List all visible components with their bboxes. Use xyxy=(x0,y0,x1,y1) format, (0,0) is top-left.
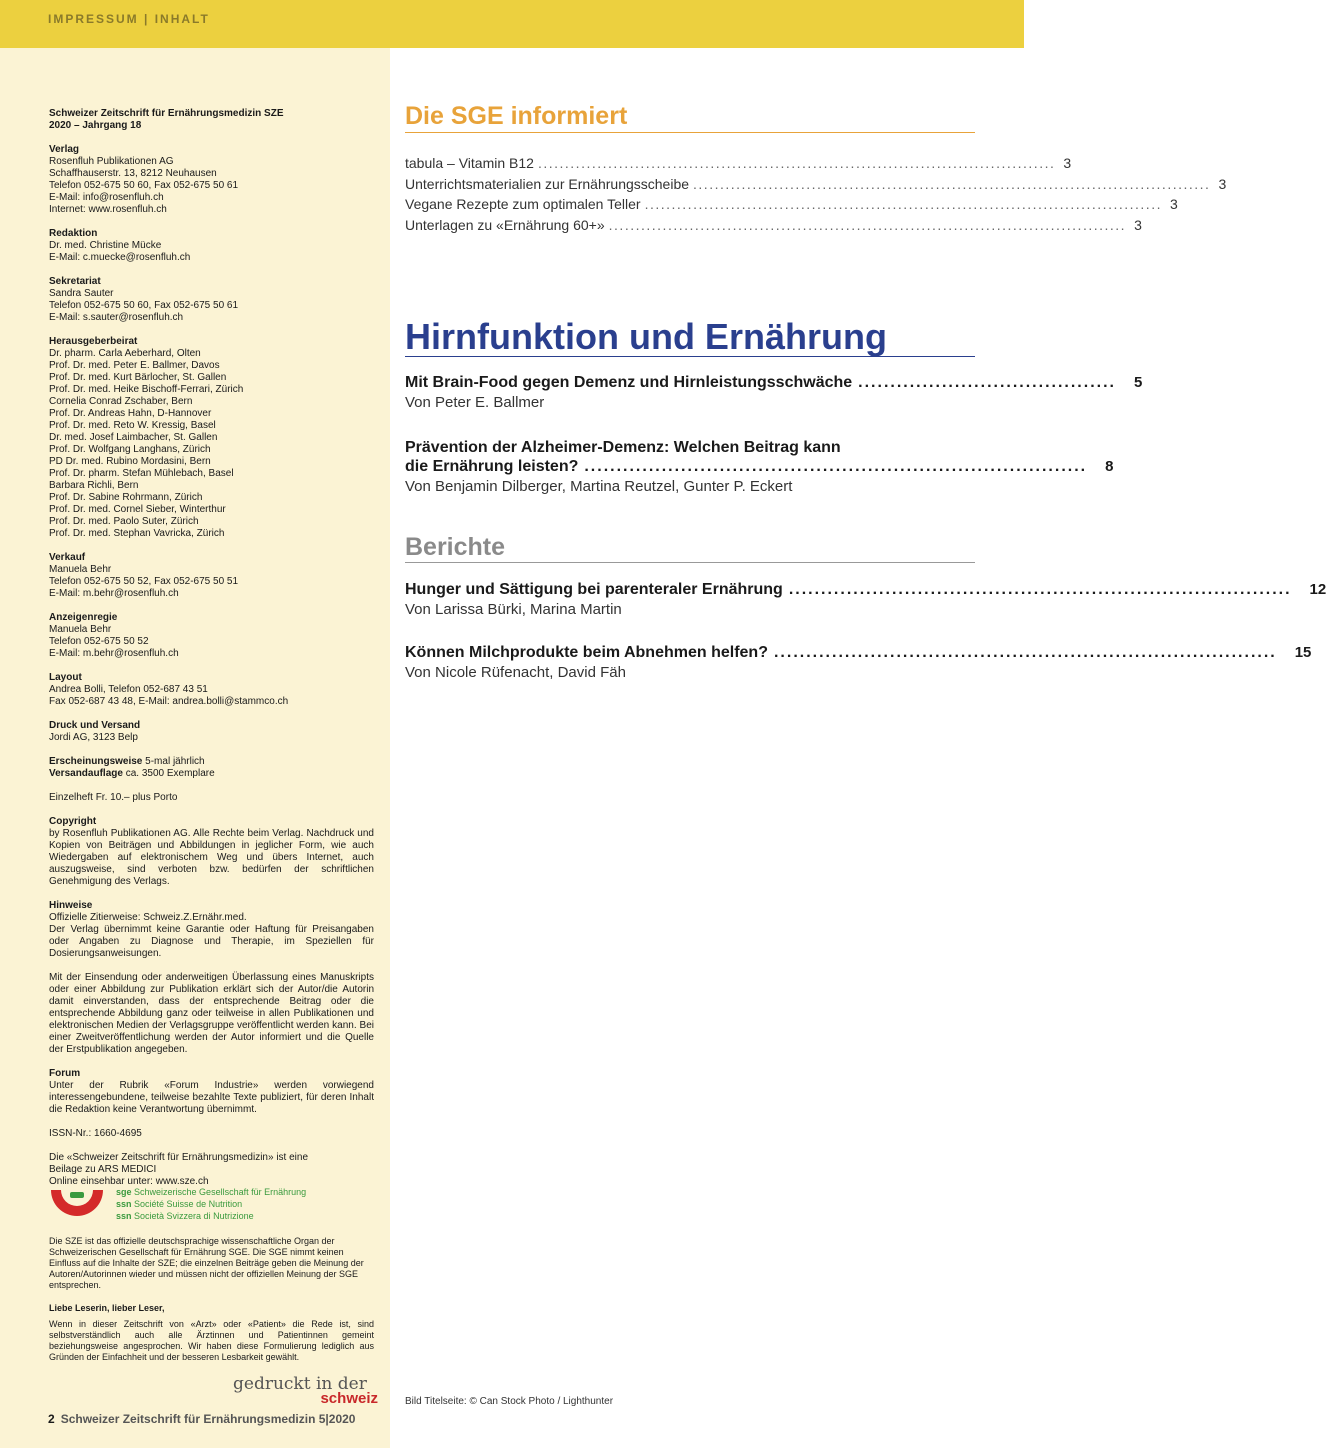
journal-year: 2020 – Jahrgang 18 xyxy=(49,120,142,131)
citation-hint: Offizielle Zitierweise: Schweiz.Z.Ernähr.med. xyxy=(49,912,247,923)
imprint-line: Fax 052-687 43 48, E-Mail: andrea.bolli@stammco.ch xyxy=(49,696,289,707)
imprint-line: Jordi AG, 3123 Belp xyxy=(49,732,138,743)
imprint-line: Prof. Dr. med. Kurt Bärlocher, St. Gallen xyxy=(49,372,227,383)
imprint-block-heading: Redaktion xyxy=(49,228,98,239)
toc-article[interactable]: Können Milchprodukte beim Abnehmen helfen? .............................................................................. 15 Von Nicole Rüfenacht, David Fäh xyxy=(405,644,1312,681)
page-number: 2 xyxy=(48,1412,55,1426)
imprint-line: Rosenfluh Publikationen AG xyxy=(49,156,174,167)
imprint-line: Prof. Dr. med. Cornel Sieber, Winterthur xyxy=(49,504,226,515)
toc-item[interactable]: Vegane Rezepte zum optimalen Teller ................................................................................................ 3 xyxy=(405,196,1178,212)
section-label: IMPRESSUM | INHALT xyxy=(48,12,210,26)
imprint-block-heading: Verkauf xyxy=(49,552,86,563)
reports-heading: Berichte xyxy=(405,533,975,563)
article-authors: Von Larissa Bürki, Marina Martin xyxy=(405,601,622,618)
imprint-column xyxy=(49,108,374,1200)
top-section-bar xyxy=(0,0,1024,48)
hints-heading: Hinweise xyxy=(49,900,93,911)
cover-credit: Bild Titelseite: © Can Stock Photo / Lighthunter xyxy=(405,1396,614,1407)
imprint-line: Telefon 052-675 50 60, Fax 052-675 50 61 xyxy=(49,180,239,191)
imprint-block xyxy=(49,672,374,708)
article-authors: Von Peter E. Ballmer xyxy=(405,394,545,411)
imprint-line: PD Dr. med. Rubino Mordasini, Bern xyxy=(49,456,211,467)
copyright-heading: Copyright xyxy=(49,816,97,827)
imprint-line: Prof. Dr. med. Paolo Suter, Zürich xyxy=(49,516,199,527)
submission-text: Mit der Einsendung oder anderweitigen Überlassung eines Manuskripts oder einer Abbildung zur Publikation erklärt sich der Autor/die Autorin damit einverstanden, dass der entsprechende Beitrag oder die entsprechende Abbildung ganz oder teilweise in allen Publikationen und elektronischen Medien der Verlagsgruppe veröffentlicht werden kann. Bei einer Zweitveröffentlichung werden der Autor informiert und die Quelle der Erstpublikation angegeben. xyxy=(49,972,374,1055)
imprint-line: E-Mail: c.muecke@rosenfluh.ch xyxy=(49,252,191,263)
issn: ISSN-Nr.: 1660-4695 xyxy=(49,1128,142,1139)
sge-logo-text: sge Schweizerische Gesellschaft für Ernährung ssn Société Suisse de Nutrition ssn Società Svizzera di Nutrizione xyxy=(116,1187,307,1221)
imprint-block-heading: Anzeigenregie xyxy=(49,612,118,623)
toc-article[interactable]: Prävention der Alzheimer-Demenz: Welchen Beitrag kann die Ernährung leisten? .............................................................................. 8 Von Benjamin Dilberger, Martina Reutzel, Gunter P. Eckert xyxy=(405,439,1114,495)
imprint-line: Manuela Behr xyxy=(49,624,112,635)
imprint-line: Dr. med. Christine Mücke xyxy=(49,240,162,251)
imprint-line: Prof. Dr. med. Heike Bischoff-Ferrari, Zürich xyxy=(49,384,244,395)
forum-heading: Forum xyxy=(49,1068,81,1079)
imprint-line: E-Mail: m.behr@rosenfluh.ch xyxy=(49,648,179,659)
page-footer xyxy=(48,1412,355,1426)
toc-item[interactable]: Unterrichtsmaterialien zur Ernährungsscheibe ................................................................................................ 3 xyxy=(405,175,1227,192)
imprint-line: Manuela Behr xyxy=(49,564,112,575)
imprint-line: Telefon 052-675 50 52, Fax 052-675 50 51 xyxy=(49,576,239,587)
imprint-line: Prof. Dr. pharm. Stefan Mühlebach, Basel xyxy=(49,468,234,479)
toc-item[interactable]: Unterlagen zu «Ernährung 60+» ................................................................................................ 3 xyxy=(405,216,1142,233)
printed-in-switzerland-badge: gedruckt in der schweiz xyxy=(233,1374,378,1407)
imprint-line: Prof. Dr. med. Reto W. Kressig, Basel xyxy=(49,420,216,431)
article-authors: Von Benjamin Dilberger, Martina Reutzel, Gunter P. Eckert xyxy=(405,478,793,495)
footer-journal: Schweizer Zeitschrift für Ernährungsmedizin 5|2020 xyxy=(60,1412,356,1426)
imprint-blocks xyxy=(49,144,374,744)
imprint-line: Telefon 052-675 50 52 xyxy=(49,636,149,647)
imprint-line: Prof. Dr. med. Stephan Vavricka, Zürich xyxy=(49,528,225,539)
imprint-block-heading: Druck und Versand xyxy=(49,720,141,731)
supplement-line-2: Beilage zu ARS MEDICI xyxy=(49,1164,157,1175)
readers-heading: Liebe Leserin, lieber Leser, xyxy=(49,1303,165,1313)
imprint-line: Dr. med. Josef Laimbacher, St. Gallen xyxy=(49,432,218,443)
imprint-line: Andrea Bolli, Telefon 052-687 43 51 xyxy=(49,684,208,695)
copyright-text: by Rosenfluh Publikationen AG. Alle Rechte beim Verlag. Nachdruck und Kopien von Beiträgen und Abbildungen in jeglicher Form, wie auch Wiedergaben auf elektronischem Weg und übers Internet, auch auszugsweise, sind verboten bzw. bedürfen der schriftlichen Genehmigung des Verlags. xyxy=(49,828,374,887)
liability-hint: Der Verlag übernimmt keine Garantie oder Haftung für Preisangaben oder Angaben zu Diagnose und Therapie, im Speziellen für Dosierungsanweisungen. xyxy=(49,924,374,959)
readers-text: Wenn in dieser Zeitschrift von «Arzt» oder «Patient» die Rede ist, sind selbstverständlich auch alle Ärztinnen und Patientinnen gemeint beziehungsweise angesprochen. Wir haben diese Formulierung lediglich aus Gründen der Einfachheit und der besseren Lesbarkeit gewählt. xyxy=(49,1319,374,1362)
sge-toc-list xyxy=(405,153,1227,235)
journal-title: Schweizer Zeitschrift für Ernährungsmedizin SZE xyxy=(49,108,284,119)
single-issue-price: Einzelheft Fr. 10.– plus Porto xyxy=(49,792,178,803)
supplement-line-1: Die «Schweizer Zeitschrift für Ernährungsmedizin» ist eine xyxy=(49,1152,308,1163)
imprint-line: Schaffhauserstr. 13, 8212 Neuhausen xyxy=(49,168,217,179)
forum-text: Unter der Rubrik «Forum Industrie» werden vorwiegend interessengebundene, teilweise bezahlte Texte publiziert, für deren Inhalt die Redaktion keine Verantwortung übernimmt. xyxy=(49,1080,374,1115)
imprint-line: Prof. Dr. med. Peter E. Ballmer, Davos xyxy=(49,360,220,371)
frequency-line: Erscheinungsweise 5-mal jährlich xyxy=(49,756,205,767)
toc-article[interactable]: Mit Brain-Food gegen Demenz und Hirnleistungsschwäche ........................................ 5 Von Peter E. Ballmer xyxy=(405,374,1143,411)
imprint-block-heading: Herausgeberbeirat xyxy=(49,336,138,347)
imprint-block xyxy=(49,336,374,540)
imprint-line: Internet: www.rosenfluh.ch xyxy=(49,204,167,215)
sge-info-heading: Die SGE informiert xyxy=(405,102,975,133)
imprint-block-heading: Layout xyxy=(49,672,82,683)
imprint-line: Prof. Dr. Wolfgang Langhans, Zürich xyxy=(49,444,211,455)
imprint-block xyxy=(49,276,374,324)
imprint-block xyxy=(49,612,374,660)
imprint-block xyxy=(49,720,374,744)
imprint-block-heading: Sekretariat xyxy=(49,276,101,287)
imprint-line: E-Mail: info@rosenfluh.ch xyxy=(49,192,164,203)
imprint-line: Sandra Sauter xyxy=(49,288,114,299)
article-authors: Von Nicole Rüfenacht, David Fäh xyxy=(405,664,626,681)
imprint-line: Cornelia Conrad Zschaber, Bern xyxy=(49,396,193,407)
imprint-line: E-Mail: s.sauter@rosenfluh.ch xyxy=(49,312,184,323)
imprint-line: Telefon 052-675 50 60, Fax 052-675 50 61 xyxy=(49,300,239,311)
imprint-line: Dr. pharm. Carla Aeberhard, Olten xyxy=(49,348,201,359)
sge-note: Die SZE ist das offizielle deutschsprachige wissenschaftliche Organ der Schweizerischen Gesellschaft für Ernährung SGE. Die SGE nimmt keinen Einfluss auf die Inhalte der SZE; die einzelnen Beiträge geben die Meinung der Autoren/Autorinnen wieder und müssen nicht der offiziellen Meinung der SGE entsprechen. xyxy=(49,1236,364,1290)
imprint-block xyxy=(49,552,374,600)
toc-article[interactable]: Hunger und Sättigung bei parenteraler Ernährung .............................................................................. 12 Von Larissa Bürki, Marina Martin xyxy=(405,581,1326,618)
sge-emblem-icon xyxy=(49,1186,105,1218)
imprint-block-heading: Verlag xyxy=(49,144,80,155)
imprint-block xyxy=(49,228,374,264)
imprint-line: E-Mail: m.behr@rosenfluh.ch xyxy=(49,588,179,599)
imprint-line: Prof. Dr. Sabine Rohrmann, Zürich xyxy=(49,492,203,503)
circulation-line: Versandauflage ca. 3500 Exemplare xyxy=(49,768,215,779)
toc-item[interactable]: tabula – Vitamin B12 ................................................................................................ 3 xyxy=(405,155,1072,171)
imprint-line: Barbara Richli, Bern xyxy=(49,480,139,491)
imprint-line: Prof. Dr. Andreas Hahn, D-Hannover xyxy=(49,408,212,419)
imprint-block xyxy=(49,144,374,216)
sge-logo xyxy=(49,1186,369,1226)
main-topic-heading: Hirnfunktion und Ernährung xyxy=(405,316,975,357)
supplement-line-3: Online einsehbar unter: www.sze.ch xyxy=(49,1176,209,1187)
